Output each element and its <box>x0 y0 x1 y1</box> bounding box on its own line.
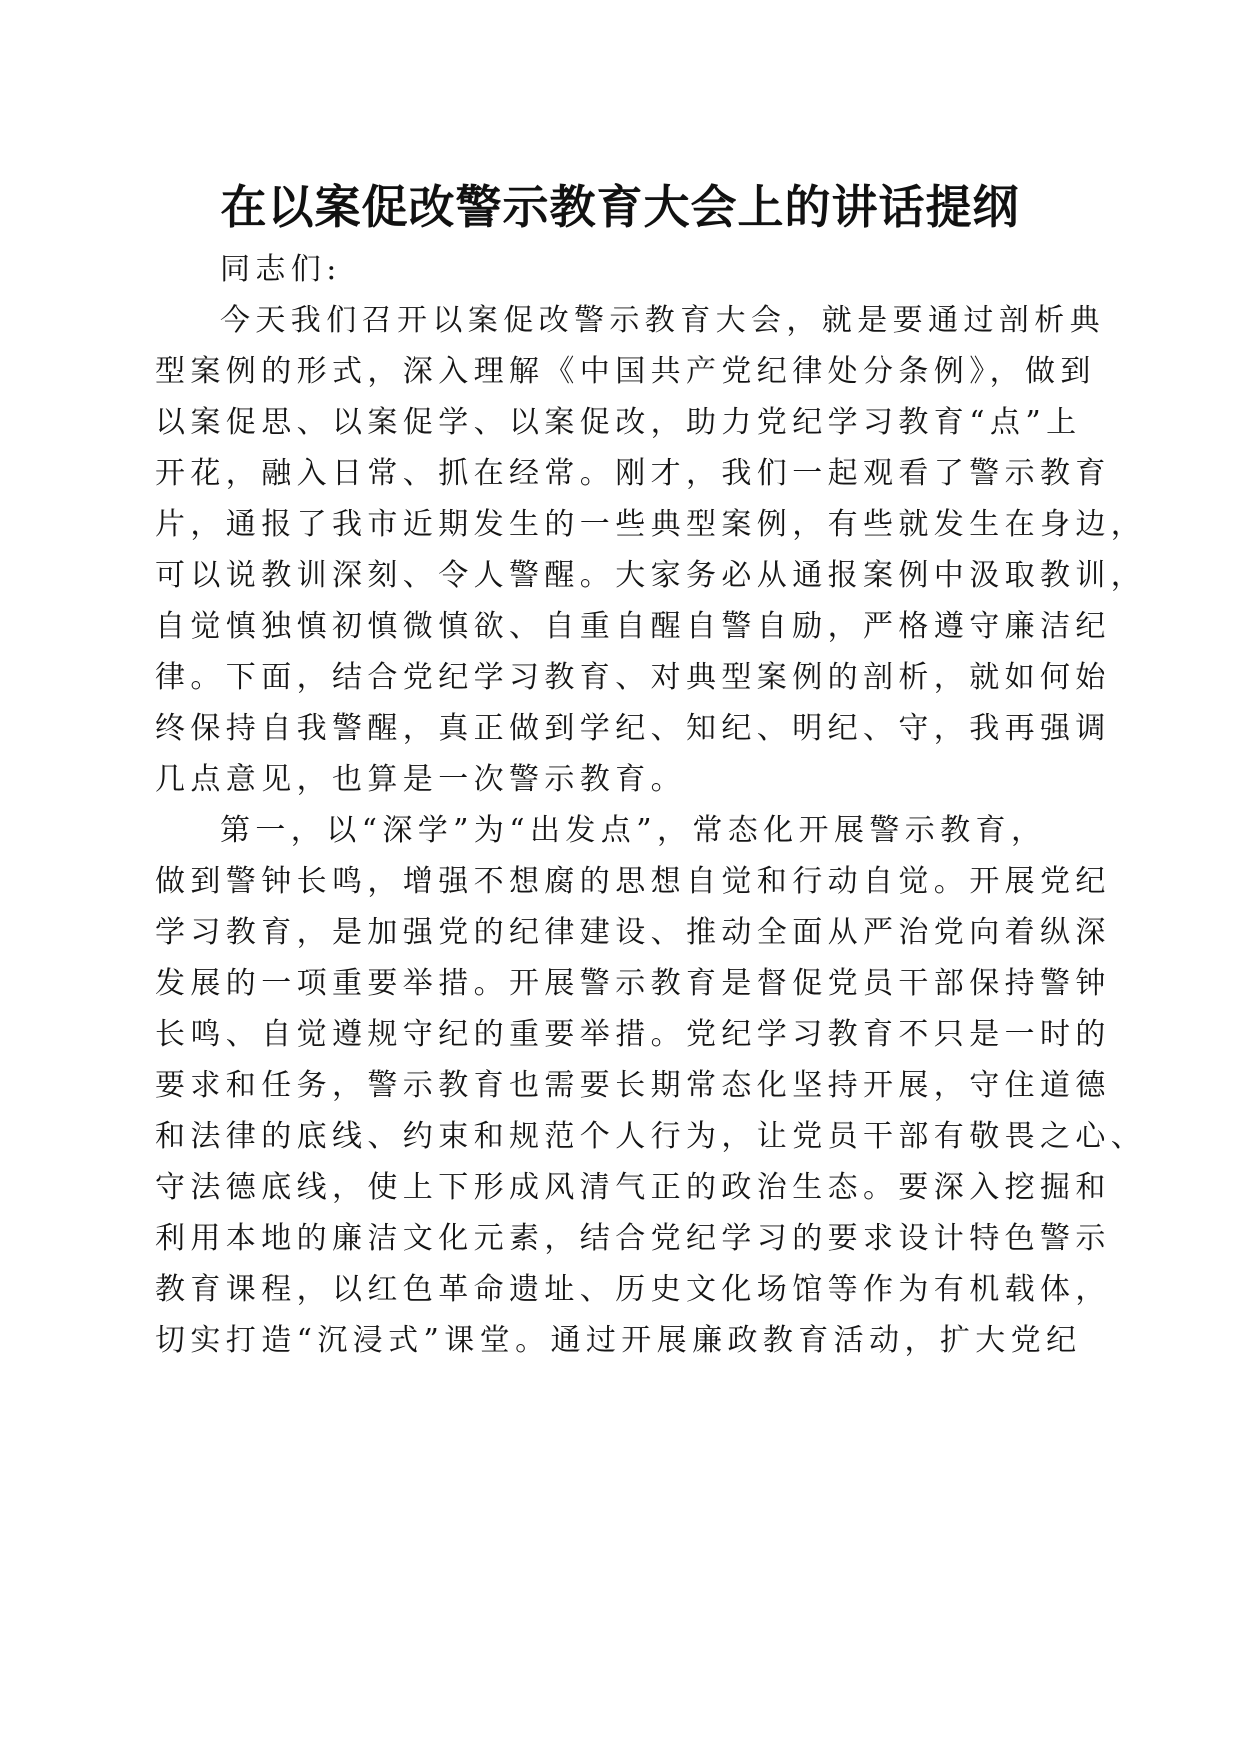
body-line: 做到警钟长鸣，增强不想腐的思想自觉和行动自觉。开展党纪 <box>155 864 1111 899</box>
body-line: 今天我们召开以案促改警示教育大会，就是要通过剖析典 <box>220 303 1105 338</box>
body-line: 以案促思、以案促学、以案促改，助力党纪学习教育“点”上 <box>155 405 1082 440</box>
body-line: 发展的一项重要举措。开展警示教育是督促党员干部保持警钟 <box>155 966 1111 1001</box>
body-line: 可以说教训深刻、令人警醒。大家务必从通报案例中汲取教训， <box>155 558 1147 593</box>
body-line: 终保持自我警醒，真正做到学纪、知纪、明纪、守，我再强调 <box>155 711 1111 746</box>
body-line: 守法德底线，使上下形成风清气正的政治生态。要深入挖掘和 <box>155 1170 1111 1205</box>
body-line: 片，通报了我市近期发生的一些典型案例，有些就发生在身边， <box>155 507 1147 542</box>
body-line: 型案例的形式，深入理解《中国共产党纪律处分条例》，做到 <box>155 354 1096 389</box>
body-line: 教育课程，以红色革命遗址、历史文化场馆等作为有机载体， <box>155 1272 1111 1307</box>
body-line: 切实打造“沉浸式”课堂。通过开展廉政教育活动，扩大党纪 <box>155 1323 1082 1358</box>
body-line: 第一，以“深学”为“出发点”，常态化开展警示教育， <box>220 813 1047 848</box>
body-line: 和法律的底线、约束和规范个人行为，让党员干部有敬畏之心、 <box>155 1119 1147 1154</box>
document-title: 在以案促改警示教育大会上的讲话提纲 <box>220 180 1020 234</box>
body-line: 学习教育，是加强党的纪律建设、推动全面从严治党向着纵深 <box>155 915 1111 950</box>
body-line: 长鸣、自觉遵规守纪的重要举措。党纪学习教育不只是一时的 <box>155 1017 1111 1052</box>
body-line: 要求和任务，警示教育也需要长期常态化坚持开展，守住道德 <box>155 1068 1111 1103</box>
body-line: 自觉慎独慎初慎微慎欲、自重自醒自警自励，严格遵守廉洁纪 <box>155 609 1111 644</box>
body-line: 利用本地的廉洁文化元素，结合党纪学习的要求设计特色警示 <box>155 1221 1111 1256</box>
greeting-line: 同志们: <box>220 252 342 287</box>
body-line: 开花，融入日常、抓在经常。刚才，我们一起观看了警示教育 <box>155 456 1111 491</box>
body-line: 几点意见，也算是一次警示教育。 <box>155 762 686 797</box>
body-line: 律。下面，结合党纪学习教育、对典型案例的剖析，就如何始 <box>155 660 1111 695</box>
